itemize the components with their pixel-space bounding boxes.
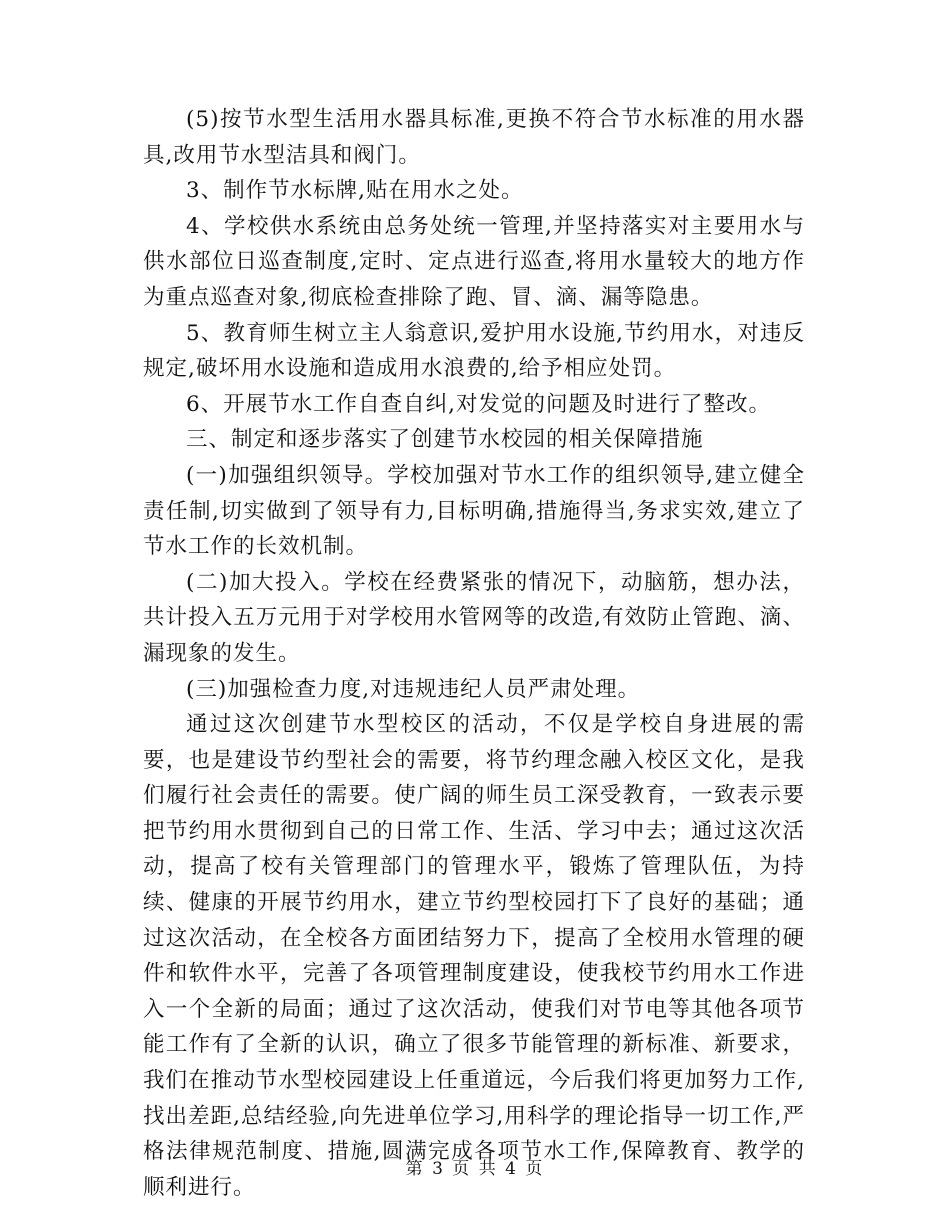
paragraph-leadership: (一)加强组织领导。学校加强对节水工作的组织领导,建立健全责任制,切实做到了领导有力,目标明确,措施得当,务求实效,建立了节水工作的长效机制。 bbox=[143, 462, 805, 560]
paragraph-investment: (二)加大投入。学校在经费紧张的情况下，动脑筋，想办法，共计投入五万元用于对学校用水管网等的改造,有效防止管跑、滴、漏现象的发生。 bbox=[143, 569, 805, 666]
paragraph-inspection: (三)加强检查力度,对违规违纪人员严肃处理。 bbox=[186, 676, 641, 702]
paragraph-conclusion: 通过这次创建节水型校区的活动，不仅是学校自身进展的需要，也是建设节约型社会的需要，将节约理念融入校区文化，是我们履行社会责任的需要。使广阔的师生员工深受教育，一致表示要把节约用水贯彻到自己的日常工作、生活、学习中去；通过这次活动，提高了校有关管理部门的管理水平，锻炼了管理队伍，为持续、健康的开展节约用水，建立节约型校园打下了良好的基础；通过这次活动，在全校各方面团结努力下，提高了全校用水管理的硬件和软件水平，完善了各项管理制度建设，使我校节约用水工作进入一个全新的局面；通过了这次活动，使我们对节电等其他各项节能工作有了全新的认识，确立了很多节能管理的新标准、新要求，我们在推动节水型校园建设上任重道远，今后我们将更加努力工作,找出差距,总结经验,向先进单位学习,用科学的理论指导一切工作,严格法律规范制度、措施,圆满完成各项节水工作,保障教育、教学的顺利进行。 bbox=[143, 712, 805, 1200]
document-body bbox=[143, 102, 805, 1205]
paragraph-signage: 3、制作节水标牌,贴在用水之处。 bbox=[186, 178, 524, 204]
paragraph-item-5-fixtures: (5)按节水型生活用水器具标准,更换不符合节水标准的用水器具,改用节水型洁具和阀门。 bbox=[143, 107, 805, 168]
paragraph-education: 5、教育师生树立主人翁意识,爱护用水设施,节约用水，对违反规定,破坏用水设施和造成用水浪费的,给予相应处罚。 bbox=[143, 320, 805, 382]
page-number-footer: 第 3 页 共 4 页 bbox=[405, 1159, 545, 1179]
paragraph-self-check: 6、开展节水工作自查自纠,对发觉的问题及时进行了整改。 bbox=[186, 391, 772, 417]
section-heading-three: 三、制定和逐步落实了创建节水校园的相关保障措施 bbox=[186, 427, 704, 453]
paragraph-water-system: 4、学校供水系统由总务处统一管理,并坚持落实对主要用水与供水部位日巡查制度,定时、定点进行巡查,将用水量较大的地方作为重点巡查对象,彻底检查排除了跑、冒、滴、漏等隐患。 bbox=[143, 213, 805, 310]
